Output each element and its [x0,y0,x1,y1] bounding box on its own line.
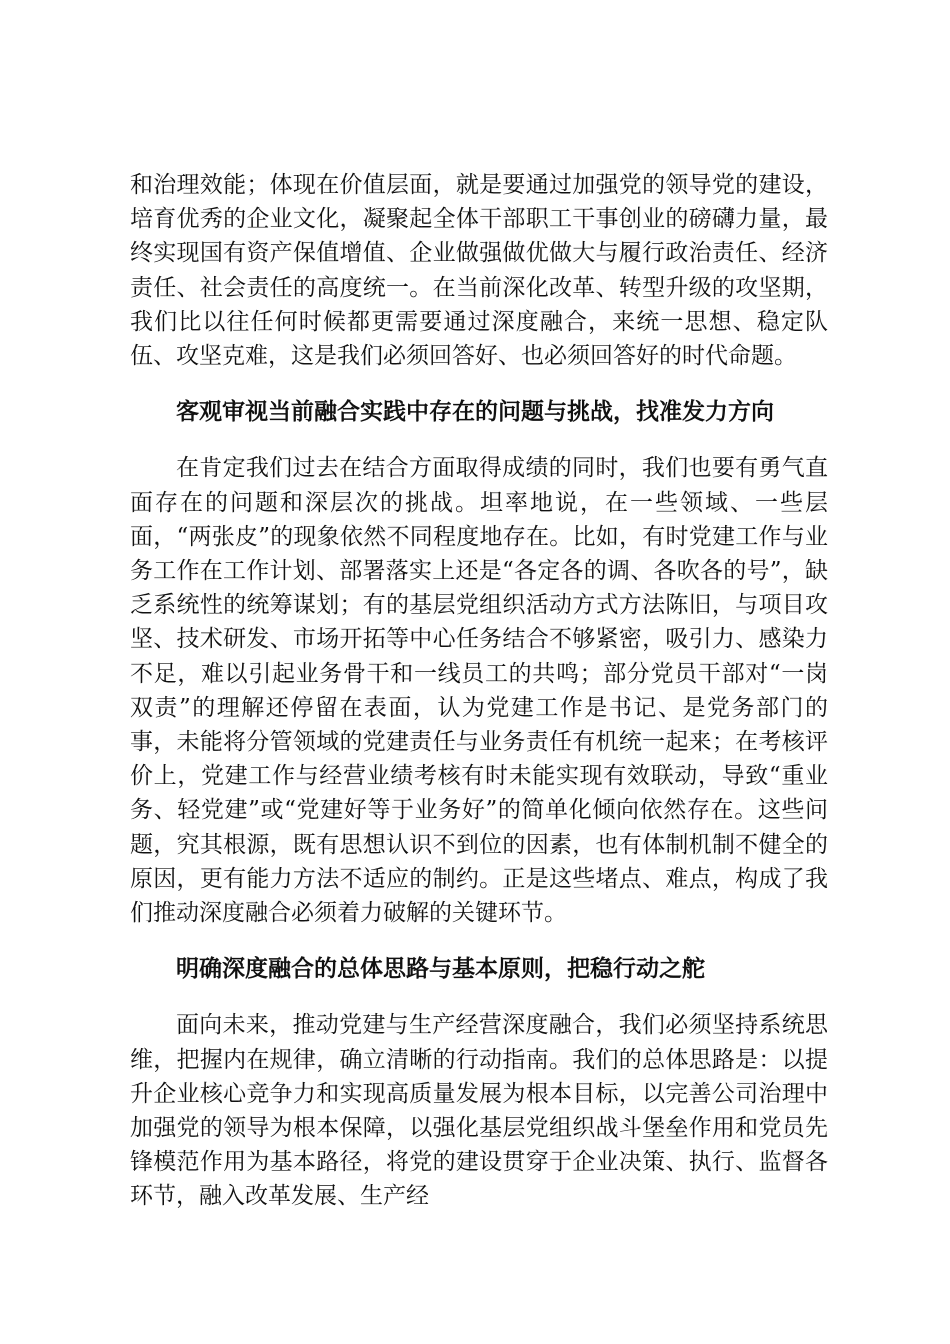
document-body [130,168,828,1214]
section-heading-principles: 明确深度融合的总体思路与基本原则，把稳行动之舵 [176,955,705,983]
paragraph-principles: 面向未来，推动党建与生产经营深度融合，我们必须坚持系统思维，把握内在规律，确立清晰的行动指南。我们的总体思路是：以提升企业核心竞争力和实现高质量发展为根本目标，以完善公司治理中加强党的领导为根本保障，以强化基层党组织战斗堡垒作用和党员先锋模范作用为基本路径，将党的建设贯穿于企业决策、执行、监督各环节，融入改革发展、生产经 [130,1012,828,1210]
paragraph-intro: 和治理效能；体现在价值层面，就是要通过加强党的领导党的建设，培育优秀的企业文化，凝聚起全体干部职工干事创业的磅礴力量，最终实现国有资产保值增值、企业做强做优做大与履行政治责任、经济责任、社会责任的高度统一。在当前深化改革、转型升级的攻坚期，我们比以往任何时候都更需要通过深度融合，来统一思想、稳定队伍、攻坚克难，这是我们必须回答好、也必须回答好的时代命题。 [130,172,828,370]
section-heading-challenges: 客观审视当前融合实践中存在的问题与挑战，找准发力方向 [176,398,774,426]
paragraph-challenges: 在肯定我们过去在结合方面取得成绩的同时，我们也要有勇气直面存在的问题和深层次的挑战。坦率地说，在一些领域、一些层面，“两张皮”的现象依然不同程度地存在。比如，有时党建工作与业务工作在工作计划、部署落实上还是“各定各的调、各吹各的号”，缺乏系统性的统筹谋划；有的基层党组织活动方式方法陈旧，与项目攻坚、技术研发、市场开拓等中心任务结合不够紧密，吸引力、感染力不足，难以引起业务骨干和一线员工的共鸣；部分党员干部对“一岗双责”的理解还停留在表面，认为党建工作是书记、是党务部门的事，未能将分管领域的党建责任与业务责任有机统一起来；在考核评价上，党建工作与经营业绩考核有时未能实现有效联动，导致“重业务、轻党建”或“党建好等于业务好”的简单化倾向依然存在。这些问题，究其根源，既有思想认识不到位的因素，也有体制机制不健全的原因，更有能力方法不适应的制约。正是这些堵点、难点，构成了我们推动深度融合必须着力破解的关键环节。 [130,455,828,927]
